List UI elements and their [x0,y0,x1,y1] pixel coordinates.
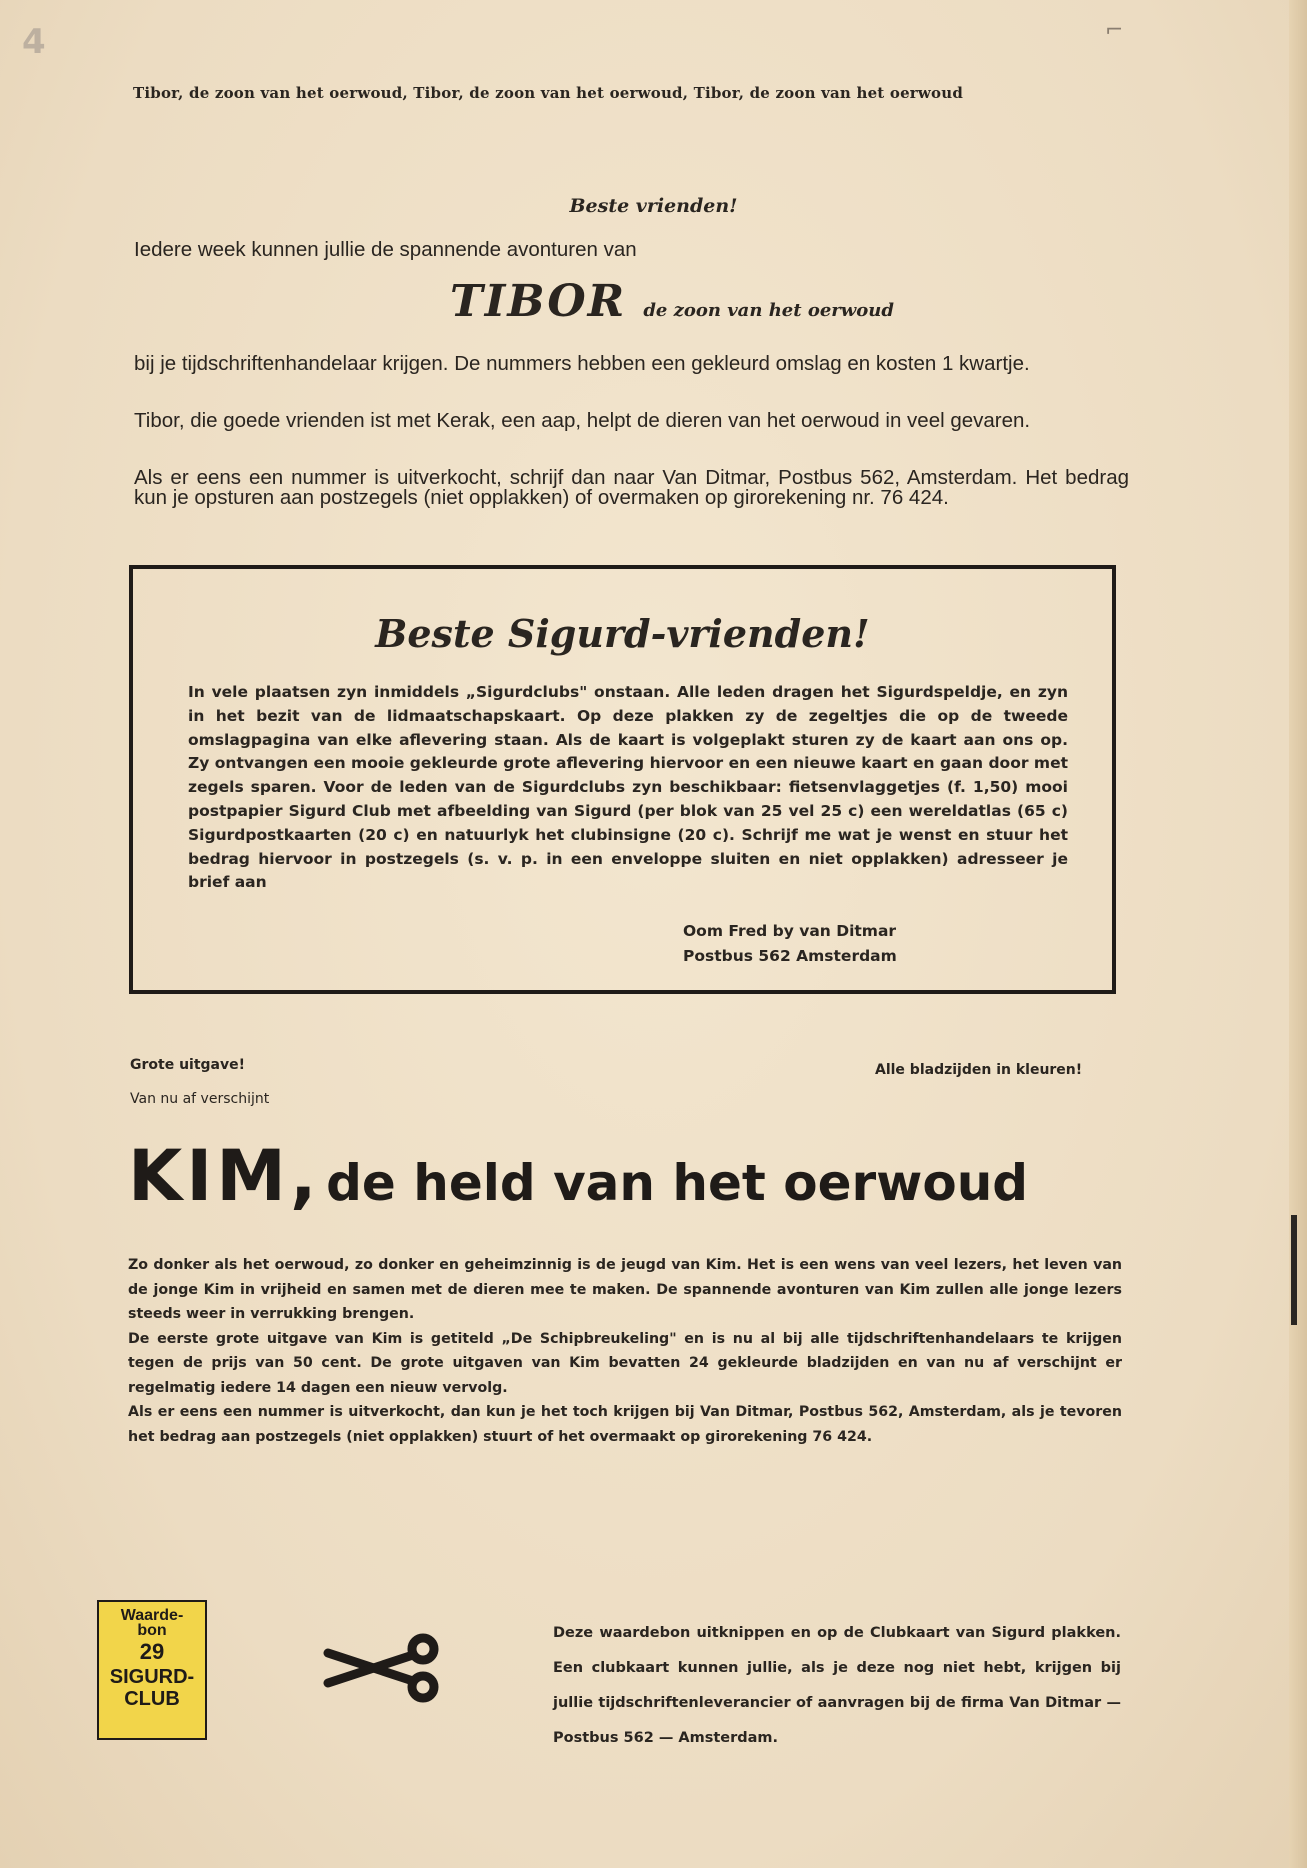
voucher-number: 29 [139,1639,165,1664]
sigurd-box [129,565,1116,994]
tibor-greeting: Beste vrienden! [569,195,738,217]
voucher-label: bon [137,1622,167,1639]
kim-text [128,1253,1122,1449]
voucher-club: SIGURD- [109,1666,195,1688]
page-edge [1289,0,1307,1868]
tibor-intro: Iedere week kunnen jullie de spannende avonturen van [134,238,637,261]
alle-bladzijden-label: Alle bladzijden in kleuren! [875,1062,1083,1078]
tibor-paragraph: Tibor, die goede vrienden ist met Kerak, een aap, helpt de dieren van het oerwoud in veel gevaren. [134,409,1031,432]
waardebon-voucher [97,1600,207,1740]
tibor-paragraph: Als er eens een nummer is uitverkocht, schrijf dan naar Van Ditmar, Postbus 562, Amsterdam. Het bedrag kun je opsturen aan postzegels (niet opplakken) of overmaken op girorekening nr. 76 424. [134,466,1129,509]
page-number: 4 [22,22,46,62]
kim-title [128,1135,1028,1217]
sigurd-title: Beste Sigurd-vrienden! [375,611,870,656]
kim-paragraph: Als er eens een nummer is uitverkocht, dan kun je het toch krijgen bij Van Ditmar, Postbus 562, Amsterdam, als je tevoren het bedrag aan postzegels (niet opplakken) stuurt of het overmaakt op girorekening 76 424. [128,1404,1122,1445]
tibor-title [450,276,894,327]
kim-paragraph: De eerste grote uitgave van Kim is getiteld „De Schipbreukeling" en is nu al bij alle tijdschriftenhandelaars te krijgen tegen de prijs van 50 cent. De grote uitgaven van Kim bevatten 24 gekleurde bladzijden en van nu af verschijnt er regelmatig iedere 14 dagen een nieuw vervolg. [128,1330,1122,1396]
kim-paragraph: Zo donker als het oerwoud, zo donker en geheimzinnig is de jeugd van Kim. Het is een wens van veel lezers, het leven van de jonge Kim in vrijheid en samen met de dieren mee te maken. De spannende avonturen van Kim zullen alle jonge lezers steeds weer in verrukking brengen. [128,1257,1122,1322]
grote-uitgave-label: Grote uitgave! [130,1057,246,1073]
tibor-title-big: TIBOR [450,276,627,327]
corner-mark: ⌐ [1105,18,1124,43]
address-line: Postbus 562 Amsterdam [683,947,897,965]
tibor-title-small: de zoon van het oerwoud [643,300,894,321]
voucher-club: CLUB [124,1688,180,1710]
kim-title-rest: de held van het oerwoud [326,1154,1029,1212]
address-line: Oom Fred by van Ditmar [683,922,897,940]
scissors-icon [318,1633,448,1707]
kim-title-name: KIM, [128,1135,321,1217]
tibor-paragraph: bij je tijdschriftenhandelaar krijgen. De nummers hebben een gekleurd omslag en kosten 1 kwartje. [134,352,1030,375]
van-nu-af-label: Van nu af verschijnt [130,1091,270,1107]
binding-mark [1291,1215,1297,1325]
sigurd-address [683,919,897,969]
voucher-label: Waarde- [120,1607,184,1624]
voucher-instructions: Deze waardebon uitknippen en op de Clubkaart van Sigurd plakken. Een clubkaart kunnen jullie, als je deze nog niet hebt, krijgen bij jullie tijdschriftenleverancier of aanvragen bij de firma Van Ditmar — Postbus 562 — Amsterdam. [553,1625,1121,1746]
running-head: Tibor, de zoon van het oerwoud, Tibor, de zoon van het oerwoud, Tibor, de zoon van het oerwoud [133,84,964,102]
sigurd-text: In vele plaatsen zyn inmiddels „Sigurdclubs" onstaan. Alle leden dragen het Sigurdspeldje, en zyn in het bezit van de lidmaatschapskaart. Op deze plakken zy de zegeltjes die op de tweede omslagpagina van elke aflevering staan. Als de kaart is volgeplakt sturen zy de kaart aan ons op. Zy ontvangen een mooie gekleurde grote aflevering hiervoor en een nieuwe kaart en gaan door met zegels sparen. Voor de leden van de Sigurdclubs zyn beschikbaar: fietsenvlaggetjes (f. 1,50) mooi postpapier Sigurd Club met afbeelding van Sigurd (per blok van 25 vel 25 c) een wereldatlas (65 c) Sigurdpostkaarten (20 c) en natuurlyk het clubinsigne (20 c). Schrijf me wat je wenst en stuur het bedrag hiervoor in postzegels (s. v. p. in een enveloppe sluiten en niet opplakken) adresseer je brief aan [188,683,1068,892]
